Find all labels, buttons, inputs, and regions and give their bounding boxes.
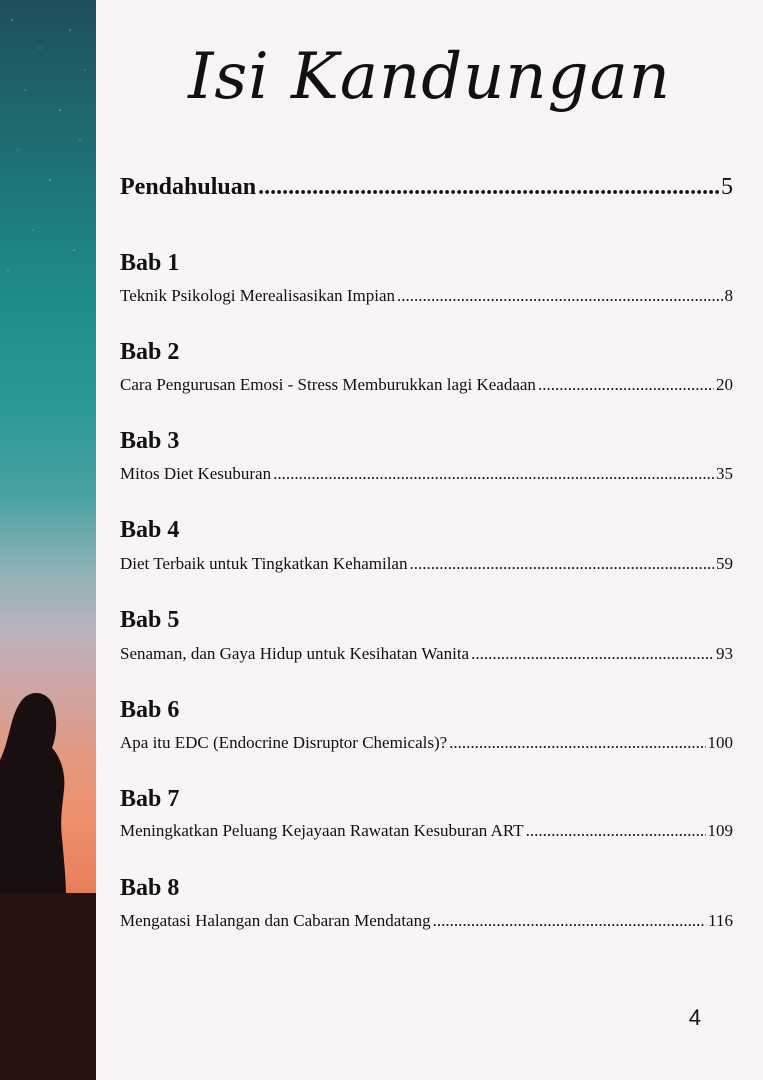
leader-dots [526, 821, 706, 841]
toc-entry-title: Mengatasi Halangan dan Cabaran Mendatang [120, 911, 431, 930]
toc-entry-page: 116 [708, 911, 733, 930]
chapter-heading: Bab 8 [120, 875, 180, 901]
page-number: 4 [688, 1005, 701, 1030]
toc-entry-bab-8[interactable] [120, 911, 733, 931]
toc-entry-bab-1[interactable] [120, 286, 733, 306]
chapter-heading: Bab 1 [120, 250, 180, 276]
toc-intro-label: Pendahuluan [120, 174, 257, 200]
toc-entry-title: Senaman, dan Gaya Hidup untuk Kesihatan Wanita [120, 644, 470, 663]
chapter-heading: Bab 3 [120, 428, 180, 454]
toc-entry-page: 109 [707, 821, 733, 840]
page-title: Isi Kandungan [188, 40, 671, 114]
leader-dots [258, 174, 719, 201]
toc-entry-title: Mitos Diet Kesuburan [120, 464, 272, 483]
toc-entry-title: Cara Pengurusan Emosi - Stress Memburukkan lagi Keadaan [120, 375, 536, 394]
toc-entry-bab-3[interactable] [120, 464, 733, 484]
toc-entry-page: 35 [716, 464, 733, 483]
toc-entry-title: Meningkatkan Peluang Kejayaan Rawatan Kesuburan ART [120, 821, 524, 840]
chapter-heading: Bab 4 [120, 517, 180, 543]
table-of-contents-page [96, 0, 763, 1080]
chapter-heading: Bab 2 [120, 339, 180, 365]
leader-dots [449, 733, 705, 753]
chapter-heading: Bab 5 [120, 607, 180, 633]
toc-entry-page: 20 [716, 375, 733, 394]
toc-entry-page: 8 [724, 286, 733, 305]
toc-entry-bab-6[interactable] [120, 733, 733, 753]
toc-entry-page: 59 [716, 554, 733, 573]
side-decorative-image [0, 0, 96, 1080]
toc-intro-row[interactable] [120, 174, 733, 201]
leader-dots [397, 286, 722, 306]
toc-entry-bab-5[interactable] [120, 644, 733, 664]
toc-entry-page: 93 [716, 644, 733, 663]
toc-entry-bab-2[interactable] [120, 375, 733, 395]
leader-dots [538, 375, 714, 395]
leader-dots [409, 554, 714, 574]
leader-dots [433, 911, 707, 931]
leader-dots [273, 464, 714, 484]
toc-entry-title: Teknik Psikologi Merealisasikan Impian [120, 286, 396, 305]
toc-entry-title: Apa itu EDC (Endocrine Disruptor Chemicals)? [120, 733, 448, 752]
chapter-heading: Bab 6 [120, 697, 180, 723]
toc-entry-bab-7[interactable] [120, 821, 733, 841]
toc-intro-page: 5 [721, 174, 733, 200]
toc-entry-bab-4[interactable] [120, 554, 733, 574]
chapter-heading: Bab 7 [120, 786, 180, 812]
silhouette-sunset-image [0, 0, 96, 1080]
leader-dots [471, 644, 714, 664]
toc-entry-page: 100 [707, 733, 733, 752]
toc-entry-title: Diet Terbaik untuk Tingkatkan Kehamilan [120, 554, 408, 573]
